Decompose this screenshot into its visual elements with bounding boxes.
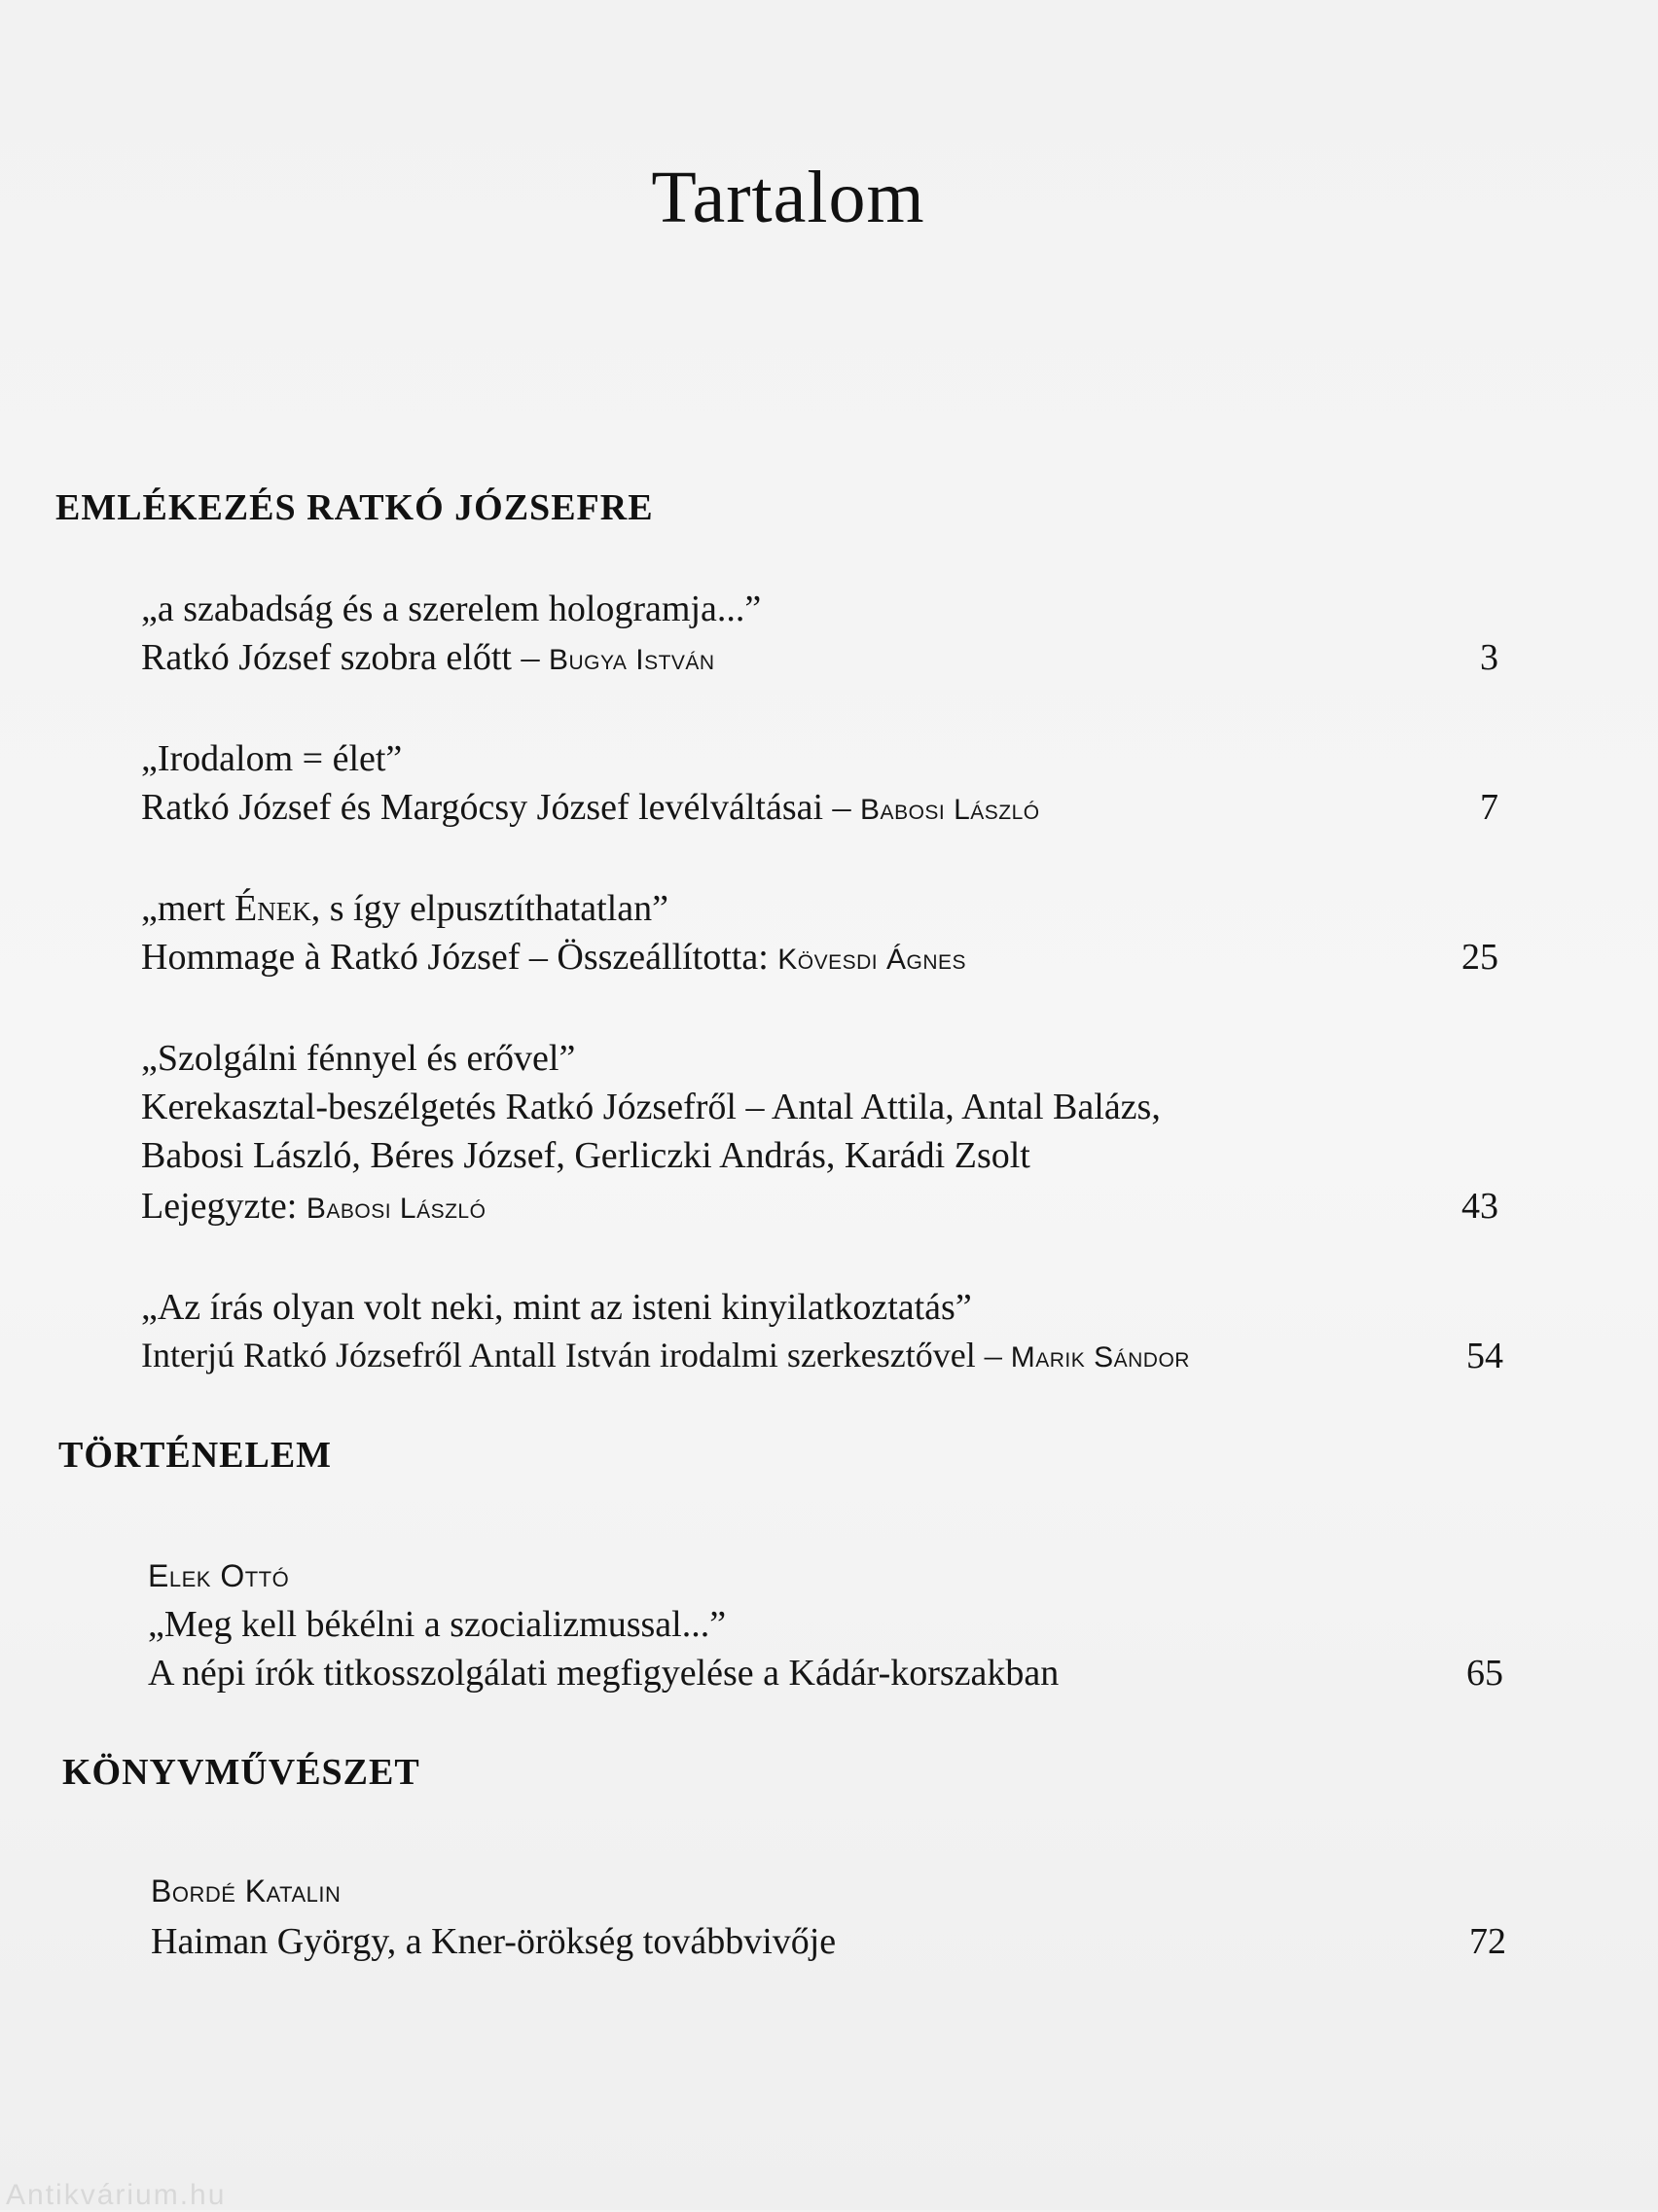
entry-subtitle [141, 1335, 1190, 1375]
entry-author: Marik Sándor [1010, 1341, 1190, 1374]
page-number[interactable]: 25 [1461, 937, 1498, 978]
section-heading: TÖRTÉNELEM [58, 1435, 333, 1476]
section-heading: EMLÉKEZÉS RATKÓ JÓZSEFRE [55, 487, 654, 528]
entry-subtitle-line: Kerekasztal-beszélgetés Ratkó Józsefről – Antal Attila, Antal Balázs, [141, 1087, 1161, 1127]
page-number[interactable]: 72 [1469, 1921, 1506, 1962]
entry-author-line: Bordé Katalin [151, 1873, 342, 1909]
entry-subtitle-text: Ratkó József szobra előtt – [141, 637, 549, 678]
entry-quote-prefix: „mert [141, 888, 235, 929]
entry-quote: „Irodalom = élet” [141, 738, 403, 779]
entry-quote: „a szabadság és a szerelem hologramja...” [141, 589, 762, 629]
entry-subtitle-text: Hommage à Ratkó József – Összeállította: [141, 937, 778, 978]
entry-author: Kövesdi Ágnes [777, 944, 967, 976]
entry-subtitle-text: Interjú Ratkó Józsefről Antall István irodalmi szerkesztővel – [141, 1336, 1011, 1374]
entry-author-line: Elek Ottó [148, 1558, 290, 1593]
entry-subtitle [141, 936, 966, 979]
section-heading: KÖNYVMŰVÉSZET [62, 1752, 420, 1793]
watermark: Antikvárium.hu [6, 2179, 227, 2211]
page-number[interactable]: 65 [1466, 1653, 1503, 1694]
entry-subtitle [141, 636, 715, 679]
entry-author: Bugya István [548, 644, 715, 676]
entry-subtitle [141, 786, 1040, 829]
entry-quote [141, 887, 668, 930]
entry-quote: „Meg kell békélni a szocializmussal...” [148, 1604, 727, 1645]
entry-subtitle: A népi írók titkosszolgálati megfigyelése a Kádár-korszakban [148, 1653, 1060, 1694]
entry-quote-smallcaps: Ének [234, 888, 311, 929]
entry-quote-suffix: , s így elpusztíthatatlan” [310, 888, 668, 929]
entry-subtitle: Haiman György, a Kner-örökség továbbvivője [151, 1921, 837, 1962]
page-number[interactable]: 7 [1480, 787, 1498, 828]
page-title: Tartalom [651, 157, 925, 238]
entry-subtitle [141, 1185, 486, 1228]
entry-subtitle-text: Lejegyzte: [141, 1186, 306, 1227]
page-number[interactable]: 43 [1461, 1186, 1498, 1227]
entry-author: Babosi László [306, 1193, 487, 1225]
entry-quote: „Az írás olyan volt neki, mint az isteni kinyilatkoztatás” [141, 1287, 972, 1328]
page-number[interactable]: 3 [1480, 637, 1498, 678]
page-number[interactable]: 54 [1466, 1336, 1503, 1376]
entry-subtitle-text: Ratkó József és Margócsy József levélváltásai – [141, 787, 861, 828]
entry-quote: „Szolgálni fénnyel és erővel” [141, 1038, 576, 1079]
entry-subtitle-line: Babosi László, Béres József, Gerliczki András, Karádi Zsolt [141, 1135, 1030, 1176]
entry-author: Babosi László [860, 794, 1040, 826]
